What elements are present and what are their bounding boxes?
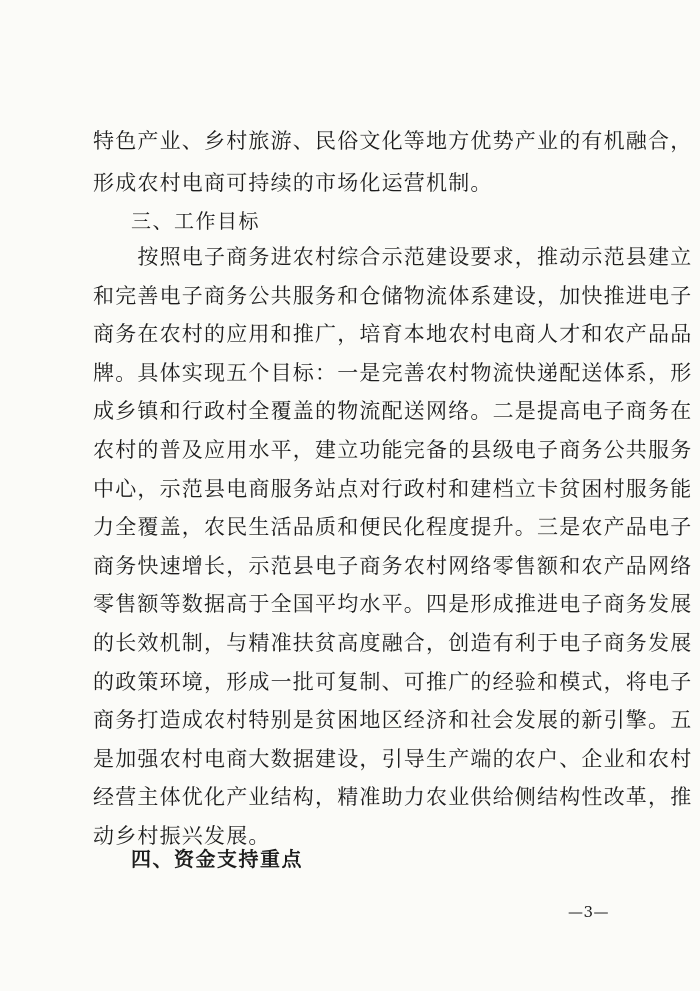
text-line: 按照电子商务进农村综合示范建设要求，推动示范县建立: [93, 245, 693, 269]
text-line: 商务快速增长，示范县电子商务农村网络零售额和农产品网络: [93, 553, 693, 578]
text-line: 农村的普及应用水平，建立功能完备的县级电子商务公共服务: [93, 437, 693, 462]
text-line: 和完善电子商务公共服务和仓储物流体系建设，加快推进电子: [93, 283, 693, 308]
text-line: 中心，示范县电商服务站点对行政村和建档立卡贫困村服务能: [93, 476, 693, 501]
text-line: 形成农村电商可持续的市场化运营机制。: [93, 171, 493, 195]
text-line: 力全覆盖，农民生活品质和便民化程度提升。三是农产品电子: [93, 515, 693, 540]
text-line: 的政策环境，形成一批可复制、可推广的经验和模式，将电子: [93, 669, 693, 694]
section3-paragraph: [93, 240, 693, 853]
text-line: 商务在农村的应用和推广，培育本地农村电商人才和农产品品: [93, 322, 693, 347]
text-line: 牌。具体实现五个目标：一是完善农村物流快递配送体系，形: [93, 360, 693, 385]
text-line: 商务打造成农村特别是贫困地区经济和社会发展的新引擎。五: [93, 708, 693, 733]
text-line: 的长效机制，与精准扶贫高度融合，创造有利于电子商务发展: [93, 630, 693, 655]
text-line: 经营主体优化产业结构，精准助力农业供给侧结构性改革，推: [93, 785, 693, 810]
text-line: 动乡村振兴发展。: [93, 823, 271, 848]
page-number: —3—: [568, 903, 610, 921]
section-heading-4: 四、资金支持重点: [131, 847, 303, 871]
intro-paragraph: [93, 124, 693, 200]
text-line: 是加强农村电商大数据建设，引导生产端的农户、企业和农村: [93, 746, 693, 771]
section-heading-3: 三、工作目标: [131, 209, 260, 233]
text-line: 特色产业、乡村旅游、民俗文化等地方优势产业的有机融合，: [93, 129, 693, 153]
text-line: 成乡镇和行政村全覆盖的物流配送网络。二是提高电子商务在: [93, 399, 693, 424]
text-line: 零售额等数据高于全国平均水平。四是形成推进电子商务发展: [93, 592, 693, 617]
